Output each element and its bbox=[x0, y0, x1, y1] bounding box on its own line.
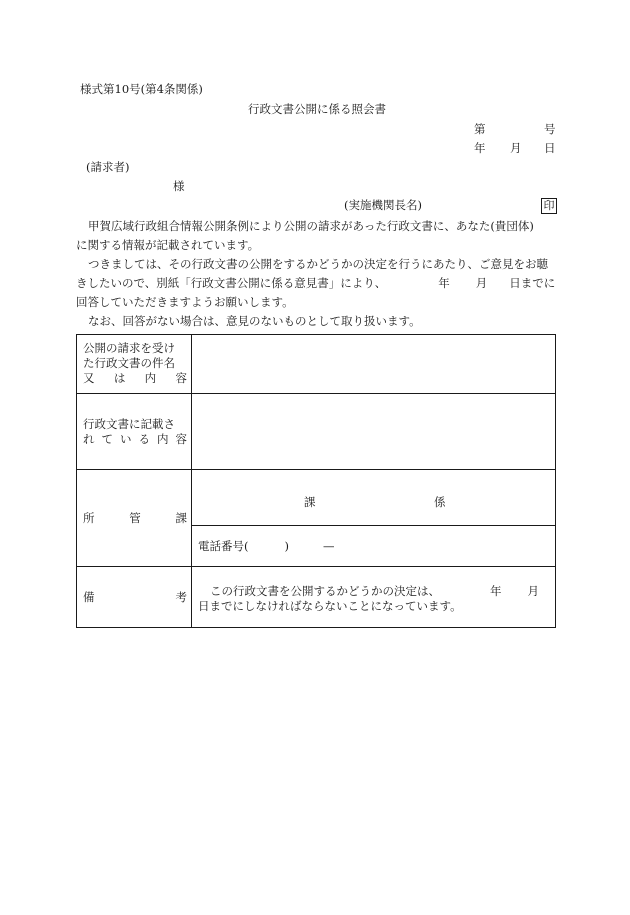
body-line: 回答していただきますようお願いします。 bbox=[76, 295, 294, 309]
deadline-year-label: 年 bbox=[438, 276, 450, 290]
label-char: は bbox=[113, 371, 126, 385]
remarks-month-label: 月 bbox=[527, 584, 539, 598]
body-line: 甲賀広域行政組合情報公開条例により公開の請求があった行政文書に、あなた(貴団体) bbox=[88, 219, 534, 233]
remarks-value-field[interactable] bbox=[192, 567, 556, 628]
seal-mark: 印 bbox=[541, 198, 557, 214]
content-label bbox=[77, 394, 192, 470]
body-line: なお、回答がない場合は、意見のないものとして取り扱います。 bbox=[88, 314, 421, 328]
label-line: 公開の請求を受け bbox=[83, 341, 175, 355]
phone-field[interactable] bbox=[192, 526, 556, 567]
section-ka-label: 課 bbox=[304, 495, 316, 509]
body-text: きしたいので、別紙「行政文書公開に係る意見書」により、 bbox=[76, 276, 387, 290]
label-char: 内 bbox=[144, 371, 157, 385]
document-title: 行政文書公開に係る照会書 bbox=[248, 102, 386, 116]
phone-label: 電話番号( bbox=[198, 539, 249, 553]
body-text: 日までに bbox=[509, 276, 556, 290]
label-line-spread bbox=[83, 590, 187, 605]
label-char: い bbox=[120, 431, 132, 446]
label-char: 容 bbox=[175, 431, 187, 446]
table-row-section bbox=[77, 470, 556, 526]
table-row-remarks bbox=[77, 567, 556, 628]
body-line: つきましては、その行政文書の公開をするかどうかの決定を行うにあたり、ご意見をお聴 bbox=[88, 257, 548, 271]
label-char: れ bbox=[83, 431, 95, 446]
phone-line bbox=[192, 538, 555, 554]
form-number: 様式第10号(第4条関係) bbox=[80, 82, 203, 96]
table-row-subject bbox=[77, 335, 556, 394]
remarks-text bbox=[192, 580, 555, 614]
remarks-line bbox=[198, 584, 549, 599]
label-char: 内 bbox=[157, 431, 169, 446]
issuer-name-label: (実施機関長名) bbox=[344, 198, 422, 212]
document-number-suffix: 号 bbox=[544, 122, 556, 136]
label-line: 行政文書に記載さ bbox=[83, 416, 175, 431]
label-char: 考 bbox=[175, 589, 187, 604]
label-char: 所 bbox=[83, 510, 95, 525]
label-char: る bbox=[138, 431, 150, 446]
label-char: て bbox=[101, 431, 113, 446]
requester-label: (請求者) bbox=[86, 160, 130, 174]
label-char: 備 bbox=[83, 589, 95, 604]
section-name-field[interactable] bbox=[192, 470, 556, 526]
body-line-deadline bbox=[76, 274, 558, 293]
phone-paren-close: ) bbox=[284, 539, 289, 553]
label-line-spread bbox=[83, 511, 187, 526]
remarks-text-part: この行政文書を公開するかどうかの決定は、 bbox=[210, 584, 440, 598]
body-line: に関する情報が記載されています。 bbox=[76, 238, 260, 252]
label-char: 課 bbox=[175, 510, 187, 525]
deadline-month-label: 月 bbox=[475, 276, 488, 290]
subject-value-field[interactable] bbox=[192, 335, 556, 394]
inquiry-table bbox=[76, 334, 556, 628]
phone-dash: — bbox=[323, 539, 335, 553]
subject-label bbox=[77, 335, 192, 394]
label-line-spread bbox=[83, 432, 187, 447]
remarks-year-label: 年 bbox=[490, 584, 502, 598]
body-paragraphs bbox=[76, 217, 558, 331]
label-char: 又 bbox=[83, 371, 95, 385]
label-line-spread bbox=[83, 371, 187, 386]
table-row-content bbox=[77, 394, 556, 470]
section-label bbox=[77, 470, 192, 567]
section-kakari-label: 係 bbox=[434, 495, 446, 509]
content-value-field[interactable] bbox=[192, 394, 556, 470]
honorific-sama: 様 bbox=[173, 179, 185, 193]
document-number-prefix: 第 bbox=[474, 122, 486, 136]
label-char: 管 bbox=[129, 510, 141, 525]
date-day-label: 日 bbox=[544, 141, 556, 155]
label-char: 容 bbox=[175, 371, 187, 385]
remarks-line: 日までにしなければならないことになっています。 bbox=[198, 599, 462, 613]
date-month-label: 月 bbox=[510, 141, 522, 155]
remarks-label bbox=[77, 567, 192, 628]
date-year-label: 年 bbox=[474, 141, 486, 155]
label-line: た行政文書の件名 bbox=[83, 356, 175, 370]
